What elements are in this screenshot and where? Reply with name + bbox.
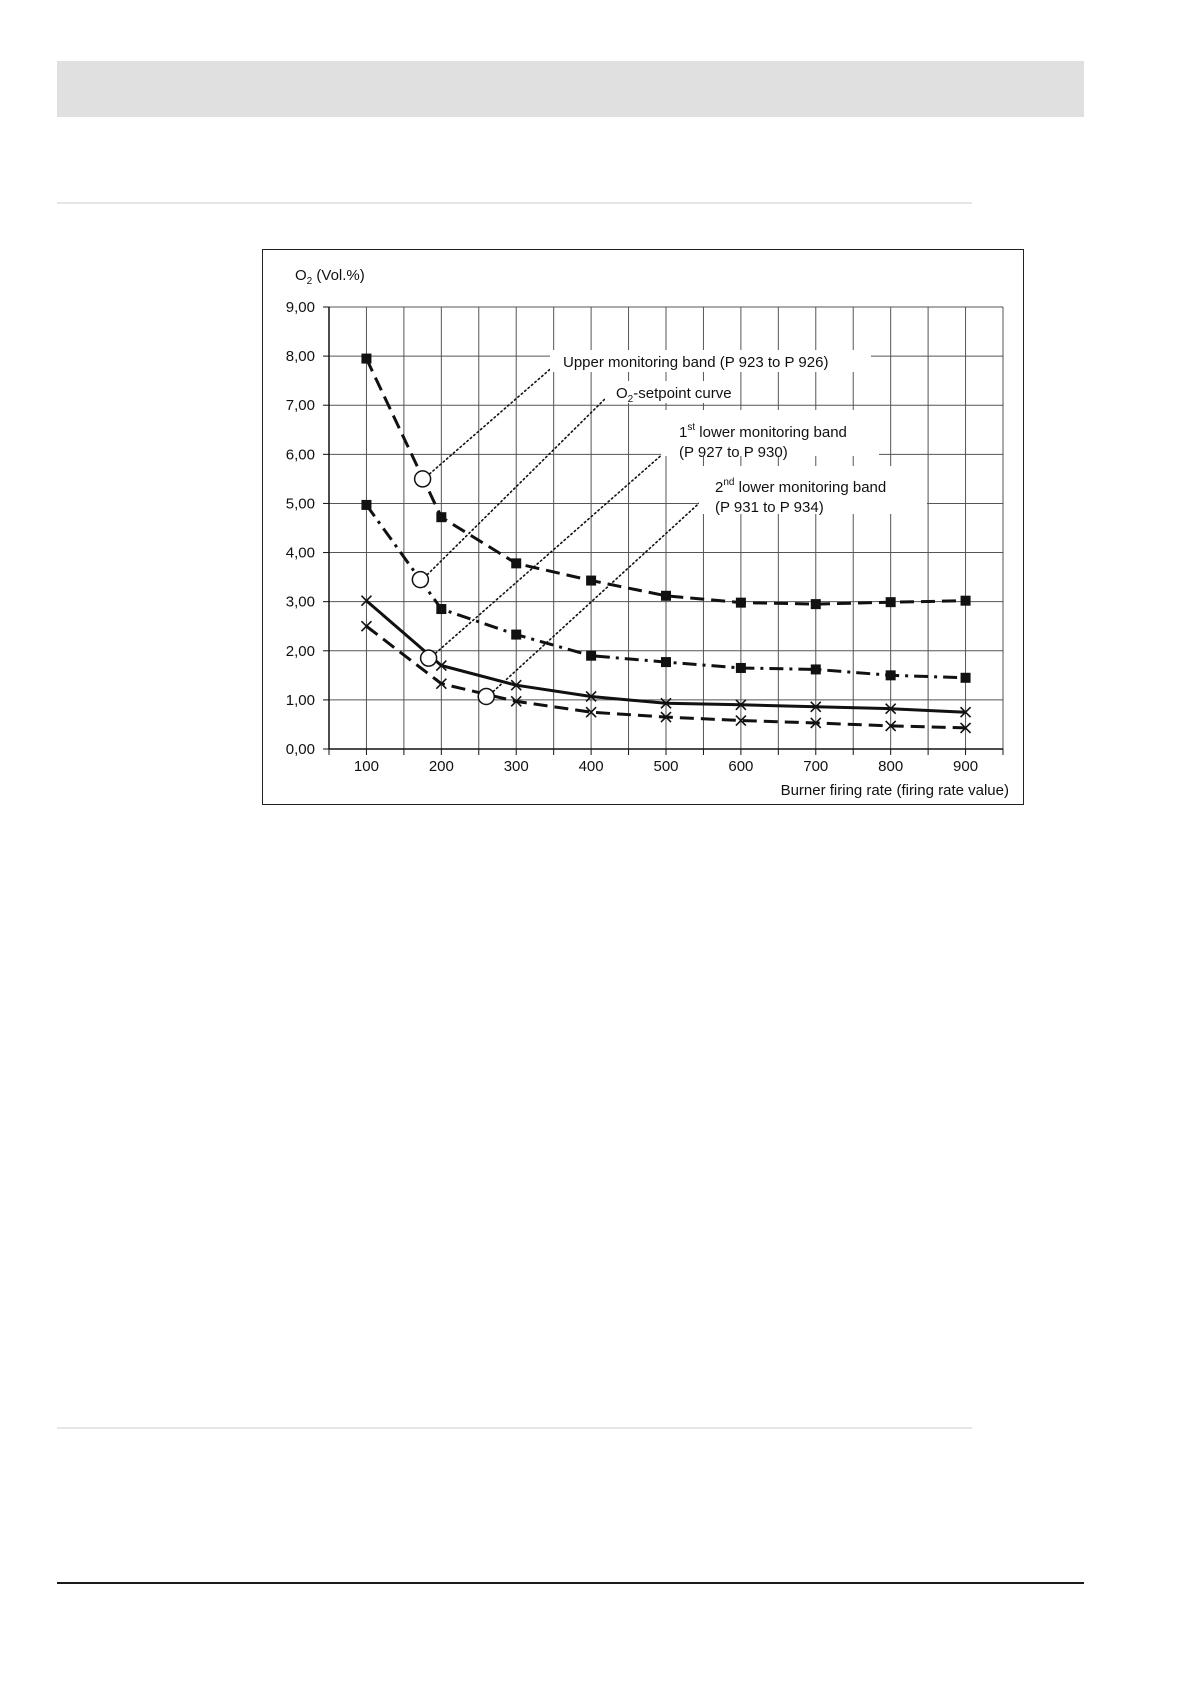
callout-leaders (427, 358, 707, 691)
data-point-upper (736, 598, 746, 608)
callout-setpoint-leader (427, 389, 615, 575)
grid (329, 307, 1003, 749)
y-tick-label: 9,00 (285, 299, 315, 316)
bottom-rule (57, 1582, 1084, 1584)
upper-band-label: Upper monitoring band (P 923 to P 926) (563, 354, 829, 371)
lower1-label-num: 1 (679, 424, 688, 441)
callout-upper-leader (430, 358, 563, 474)
lower1-label-rest: lower monitoring band (695, 424, 847, 441)
x-tick-label: 400 (578, 758, 604, 775)
callout-lower1-circle (421, 650, 437, 666)
annotation-labels (550, 350, 927, 516)
x-tick-label: 700 (803, 758, 829, 775)
lower1-params: (P 927 to P 930) (679, 444, 788, 461)
lower2-label-num: 2 (715, 479, 724, 496)
x-tick-label: 900 (953, 758, 979, 775)
chart-frame (262, 249, 1024, 805)
lower2-label-rest: lower monitoring band (734, 479, 887, 496)
header-band (57, 61, 1084, 117)
data-point-upper (586, 576, 596, 586)
x-tick-label: 500 (653, 758, 679, 775)
data-point-setpoint (361, 500, 371, 510)
o2-monitoring-chart (263, 250, 1025, 806)
lower2-label-sup: nd (723, 477, 735, 488)
y-tick-label: 6,00 (285, 446, 315, 464)
y-tick-label: 5,00 (285, 495, 315, 513)
callout-upper-circle (415, 471, 431, 487)
x-tick-label: 200 (428, 758, 454, 775)
callout-setpoint-circle (412, 572, 428, 588)
data-point-upper (886, 597, 896, 607)
y-tick-label: 3,00 (285, 593, 315, 611)
data-point-setpoint (586, 651, 596, 661)
callout-lower1-leader (436, 445, 673, 653)
data-point-setpoint (811, 664, 821, 674)
y-tick-label: 8,00 (285, 348, 315, 366)
x-tick-label: 100 (353, 758, 379, 775)
y-axis-title (295, 267, 365, 287)
data-point-upper (661, 591, 671, 601)
y-axis-title-o: O (295, 267, 307, 284)
lower1-label-sup: st (687, 422, 696, 433)
data-point-setpoint (736, 663, 746, 673)
x-axis-title: Burner firing rate (firing rate value) (780, 782, 1009, 799)
data-point-setpoint (511, 630, 521, 640)
lower2-params: (P 931 to P 934) (715, 499, 824, 516)
y-tick-label: 4,00 (285, 544, 315, 562)
setpoint-label-o: O (616, 385, 628, 402)
data-point-setpoint (886, 670, 896, 680)
data-point-upper (811, 599, 821, 609)
y-tick-label: 7,00 (285, 397, 315, 415)
x-tick-label: 300 (503, 758, 529, 775)
y-tick-label: 0,00 (285, 741, 315, 758)
lower2-label (715, 477, 886, 496)
middle-rule (57, 1427, 972, 1429)
data-point-upper (361, 354, 371, 364)
y-axis-title-rest: (Vol.%) (312, 267, 365, 284)
x-tick-label: 800 (878, 758, 904, 775)
data-point-setpoint (661, 657, 671, 667)
data-point-setpoint (436, 604, 446, 614)
callout-lower2-circle (478, 688, 494, 704)
y-tick-label: 2,00 (285, 642, 315, 660)
x-tick-label: 600 (728, 758, 754, 775)
data-point-upper (961, 596, 971, 606)
lower1-label (679, 422, 847, 441)
y-axis-title-sub: 2 (306, 276, 313, 287)
data-point-upper (511, 558, 521, 568)
data-point-upper (436, 512, 446, 522)
data-point-setpoint (961, 673, 971, 683)
setpoint-label-sub: 2 (627, 394, 634, 405)
setpoint-label-rest: -setpoint curve (633, 385, 732, 402)
top-rule (57, 202, 972, 204)
y-tick-label: 1,00 (285, 691, 315, 709)
